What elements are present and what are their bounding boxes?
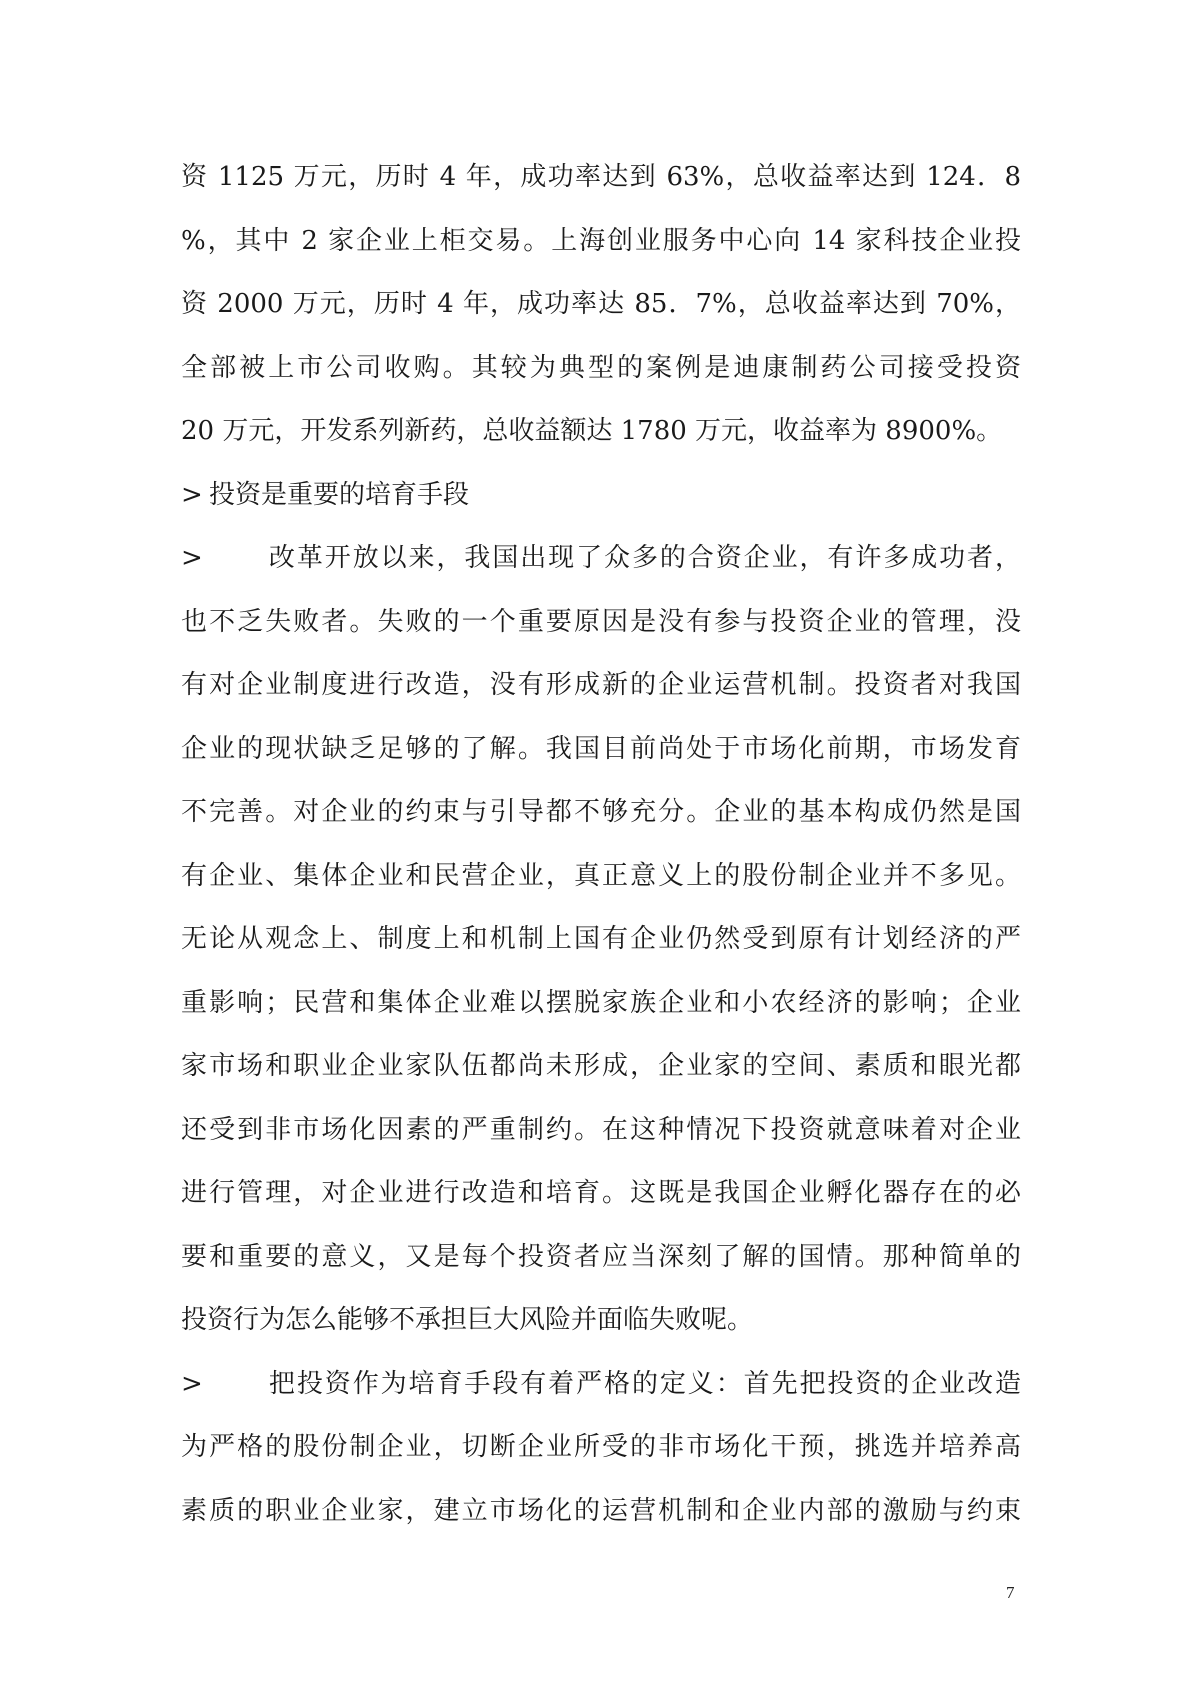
paragraph-first-line: > 把投资作为培育手段有着严格的定义：首先把投资的企业改造 [181, 1353, 1021, 1417]
text-line: 有对企业制度进行改造，没有形成新的企业运营机制。投资者对我国 [181, 670, 1021, 700]
text-line: 资 1125 万元，历时 4 年，成功率达到 63%，总收益率达到 124．8 [181, 162, 1021, 192]
text-line: 无论从观念上、制度上和机制上国有企业仍然受到原有计划经济的严 [181, 924, 1021, 954]
text-line: 素质的职业企业家，建立市场化的运营机制和企业内部的激励与约束 [181, 1495, 1021, 1526]
text-line: 为严格的股份制企业，切断企业所受的非市场化干预，挑选并培养高 [181, 1432, 1021, 1462]
text-line: 重影响；民营和集体企业难以摆脱家族企业和小农经济的影响；企业 [181, 987, 1021, 1018]
text-line: 也不乏失败者。失败的一个重要原因是没有参与投资企业的管理，没 [181, 606, 1021, 637]
page-number: 7 [1006, 1583, 1015, 1602]
text-line: 资 2000 万元，历时 4 年，成功率达 85．7%，总收益率达到 70%， [181, 289, 1021, 319]
section-heading: > 投资是重要的培育手段 [181, 464, 1021, 528]
text-line: 有企业、集体企业和民营企业，真正意义上的股份制企业并不多见。 [181, 860, 1021, 891]
bullet-marker: > [181, 543, 203, 573]
text-line: 要和重要的意义，又是每个投资者应当深刻了解的国情。那种简单的 [181, 1241, 1021, 1272]
bullet-marker: > [181, 1368, 203, 1399]
paragraph-first-line: > 改革开放以来，我国出现了众多的合资企业，有许多成功者， [181, 527, 1021, 591]
text-line: 投资行为怎么能够不承担巨大风险并面临失败呢。 [181, 1305, 754, 1335]
text-line: 进行管理，对企业进行改造和培育。这既是我国企业孵化器存在的必 [181, 1178, 1021, 1208]
text-line: 家市场和职业企业家队伍都尚未形成，企业家的空间、素质和眼光都 [181, 1051, 1021, 1081]
bullet-marker: > [181, 479, 203, 510]
text-line: 不完善。对企业的约束与引导都不够充分。企业的基本构成仍然是国 [181, 797, 1021, 827]
body-text [181, 146, 1021, 1543]
text-line: 还受到非市场化因素的严重制约。在这种情况下投资就意味着对企业 [181, 1114, 1021, 1145]
text-line: 企业的现状缺乏足够的了解。我国目前尚处于市场化前期，市场发育 [181, 733, 1021, 764]
text-line: 全部被上市公司收购。其较为典型的案例是迪康制药公司接受投资 [181, 352, 1021, 383]
text-line: 20 万元，开发系列新药，总收益额达 1780 万元，收益率为 8900%。 [181, 416, 1003, 446]
text-line: %，其中 2 家企业上柜交易。上海创业服务中心向 14 家科技企业投 [181, 225, 1021, 256]
